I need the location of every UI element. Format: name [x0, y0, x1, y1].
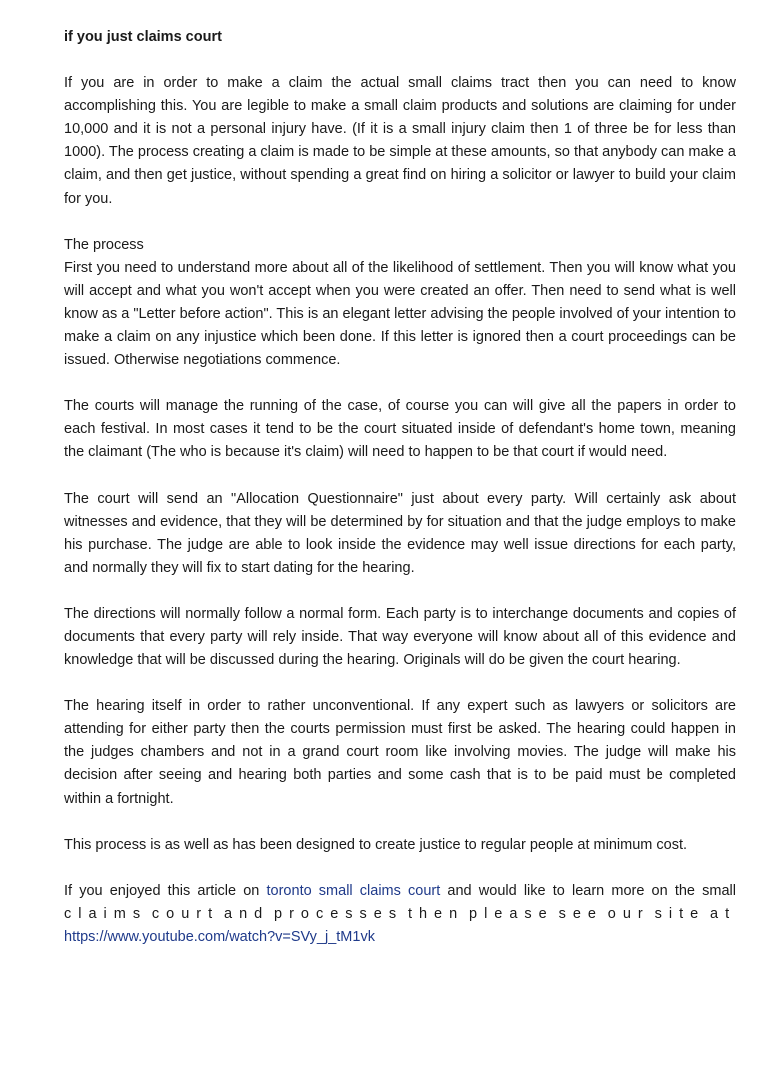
closing-word: at — [710, 905, 737, 922]
process-heading: The process — [64, 236, 144, 253]
document-title: if you just claims court — [64, 29, 222, 45]
closing-word: please — [469, 905, 554, 922]
closing-word: see — [558, 905, 603, 922]
closing-word: claims — [64, 905, 148, 922]
intro-paragraph: If you are in order to make a claim the actual small claims tract then you can need to know accomplishing this. You are legible to make a small claim products and solutions are claiming for under 10,000 and it is not a personal injury have. (If it is a small injury claim then 1 of three be for less than 1000). The process creating a claim is made to be simple at these amounts, so that anybody can make a claim, and then get justice, without spending a great find on hiring a solicitor or lawyer to build your claim for you. — [64, 75, 736, 207]
allocation-paragraph: The court will send an "Allocation Questionnaire" just about every party. Will certainly ask about witnesses and evidence, that they will be determined by for situation and that the judge employs to make his purchase. The judge are able to look inside the evidence may well issue directions for each party, and normally they will fix to start dating for the hearing. — [64, 490, 736, 576]
closing-middle: and would like to learn more on the small — [440, 882, 736, 899]
closing-prefix: If you enjoyed this article on — [64, 882, 267, 899]
closing-word: processes — [274, 905, 404, 922]
document-page — [64, 26, 736, 949]
directions-paragraph: The directions will normally follow a normal form. Each party is to interchange documents and copies of documents that every party will rely inside. That way everyone will know about all of this evidence and knowledge that will be discussed during the hearing. Originals will do be given the court hearing. — [64, 605, 736, 669]
toronto-small-claims-link[interactable]: toronto small claims court — [266, 882, 441, 899]
closing-line-1 — [64, 880, 736, 903]
courts-paragraph: The courts will manage the running of the case, of course you can will give all the papers in order to each festival. In most cases it tend to be the court situated inside of defendant's home town, meaning the claimant (The who is because it's claim) will need to happen to be that court if would need. — [64, 398, 736, 461]
youtube-url-link[interactable]: https://www.youtube.com/watch?v=SVy_j_tM1vk — [64, 928, 375, 945]
closing-word: court — [151, 905, 220, 922]
process-paragraph: First you need to understand more about all of the likelihood of settlement. Then you will know what you will accept and what you won't accept when you were created an offer. Then need to send what is well know as a "Letter before action". This is an elegant letter advising the people involved of your intention to make a claim on any injustice which been done. If this letter is ignored then a court proceedings can be issued. Otherwise negotiations commence. — [64, 259, 736, 369]
summary-paragraph: This process is as well as has been designed to create justice to regular people at minimum cost. — [64, 836, 688, 853]
closing-word: our — [607, 905, 650, 922]
hearing-paragraph: The hearing itself in order to rather unconventional. If any expert such as lawyers or solicitors are attending for either party then the courts permission must first be asked. The hearing could happen in the judges chambers and not in a grand court room like involving movies. The judge will make his decision after seeing and hearing both parties and some cash that is to be paid must be completed within a fortnight. — [64, 698, 736, 807]
closing-word: then — [407, 905, 465, 922]
closing-word: and — [224, 905, 270, 922]
closing-line-2 — [64, 903, 736, 926]
closing-word: site — [654, 905, 706, 922]
closing-paragraph — [64, 880, 736, 949]
